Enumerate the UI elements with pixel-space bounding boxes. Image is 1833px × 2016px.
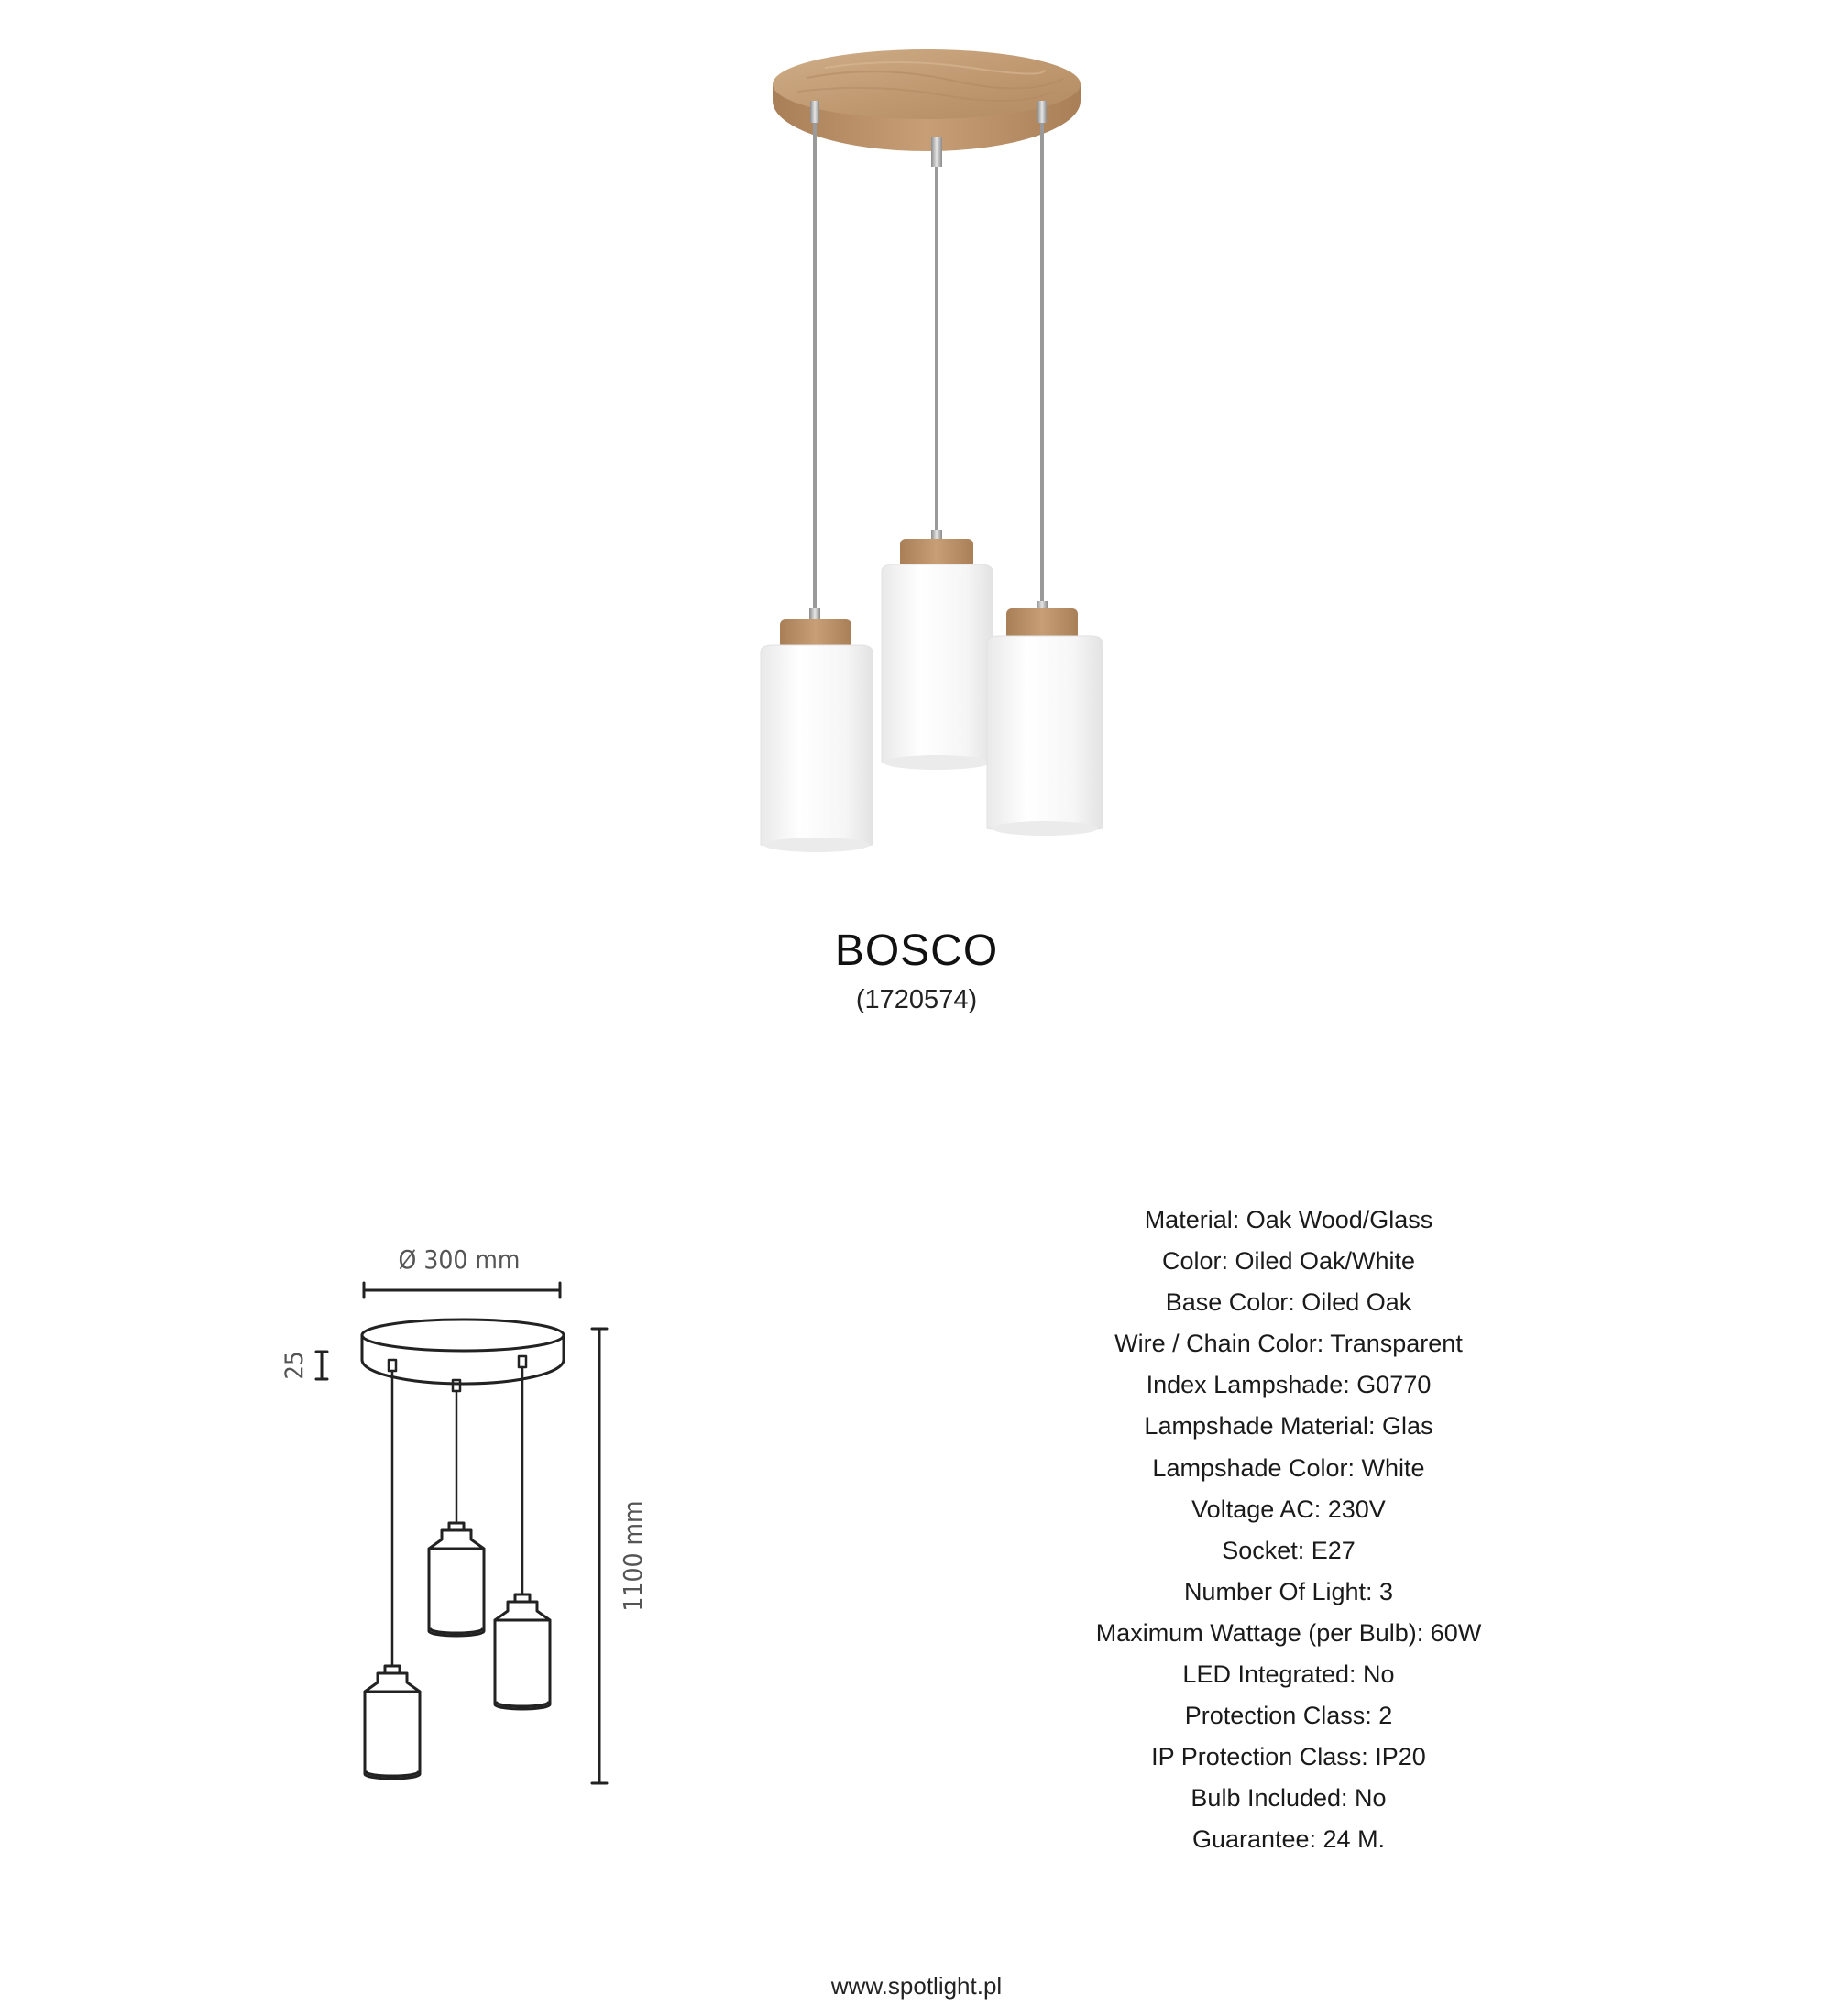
total-height-dimension-line xyxy=(592,1329,607,1783)
diameter-label: Ø 300 mm xyxy=(398,1244,521,1275)
drawing-shade-right xyxy=(495,1594,550,1709)
product-photo xyxy=(0,0,1833,880)
drawing-shade-left xyxy=(365,1666,420,1779)
pendant-middle xyxy=(882,530,993,770)
diameter-dimension-line xyxy=(364,1283,560,1298)
spec-bulb-included: Bulb Included: No xyxy=(1191,1784,1387,1813)
specifications-list xyxy=(1014,1200,1564,1861)
spec-voltage: Voltage AC: 230V xyxy=(1191,1495,1386,1523)
base-height-label: 25 xyxy=(280,1351,309,1380)
spec-ip-class: IP Protection Class: IP20 xyxy=(1151,1743,1426,1771)
suspension-wires xyxy=(810,101,1047,612)
spec-lampshade-material: Lampshade Material: Glas xyxy=(1144,1412,1433,1441)
spec-guarantee: Guarantee: 24 M. xyxy=(1191,1825,1386,1854)
ceiling-canopy xyxy=(773,49,1081,151)
spec-base-color: Base Color: Oiled Oak xyxy=(1165,1288,1412,1317)
pendant-right xyxy=(987,601,1103,836)
spec-wire-color: Wire / Chain Color: Transparent xyxy=(1114,1330,1463,1358)
product-code: (1720574) xyxy=(855,985,978,1014)
spec-index-lampshade: Index Lampshade: G0770 xyxy=(1146,1371,1432,1399)
pendant-left xyxy=(761,608,873,852)
spec-socket: Socket: E27 xyxy=(1222,1536,1356,1564)
spec-material: Material: Oak Wood/Glass xyxy=(1144,1206,1433,1233)
website-footer: www.spotlight.pl xyxy=(830,1972,1003,2000)
total-height-label: 1100 mm xyxy=(618,1500,648,1612)
product-name: BOSCO xyxy=(834,926,999,975)
spec-number-of-light: Number Of Light: 3 xyxy=(1183,1577,1394,1605)
spec-lampshade-color: Lampshade Color: White xyxy=(1152,1453,1425,1482)
base-height-dimension-line xyxy=(316,1352,327,1379)
spec-max-wattage: Maximum Wattage (per Bulb): 60W xyxy=(1095,1618,1482,1647)
drawing-shade-middle xyxy=(429,1523,484,1636)
spec-protection-class: Protection Class: 2 xyxy=(1184,1702,1393,1730)
technical-drawing xyxy=(257,1228,678,1814)
spec-led-integrated: LED Integrated: No xyxy=(1182,1660,1395,1689)
spec-color: Color: Oiled Oak/White xyxy=(1161,1247,1416,1276)
